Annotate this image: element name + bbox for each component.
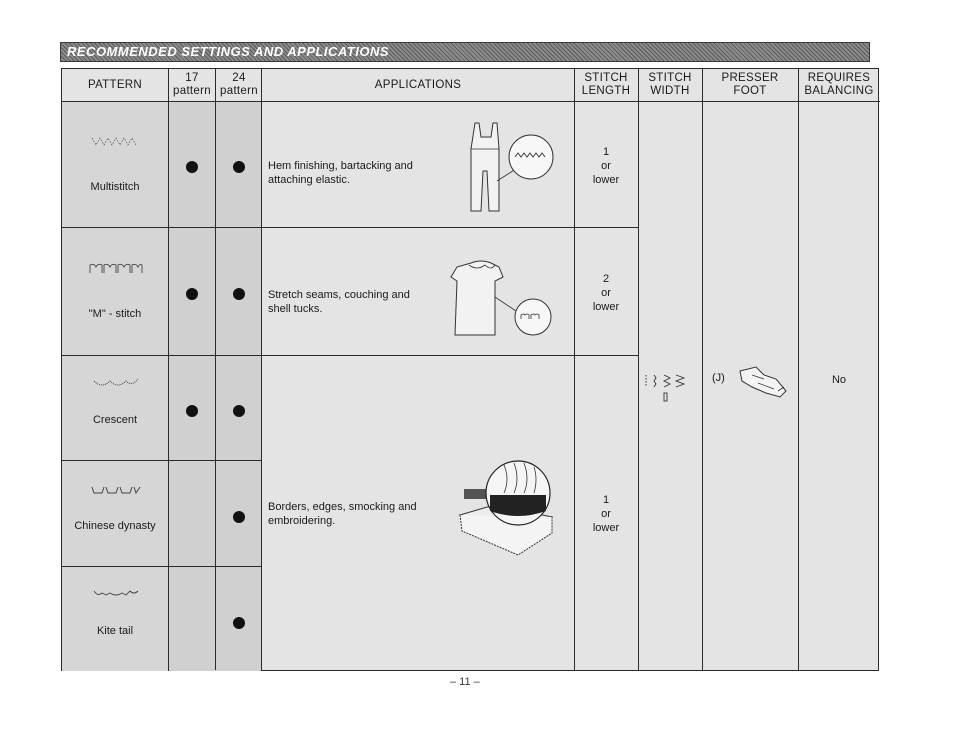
application-text-1: Hem finishing, bartacking and attaching elastic.	[268, 160, 413, 186]
dot-24-m-stitch	[233, 288, 245, 300]
dot-24-kite-tail	[233, 617, 245, 629]
grid-line	[215, 69, 216, 670]
grid-line	[261, 69, 262, 670]
header-requires-balancing: REQUIRES BALANCING	[804, 72, 874, 97]
grid-line	[798, 69, 799, 670]
header-stitch-width: STITCH WIDTH	[648, 72, 692, 97]
grid-line	[638, 69, 639, 670]
grid-line	[168, 69, 169, 670]
pillow-illustration	[454, 455, 560, 561]
pattern-name: "M" - stitch	[88, 308, 142, 320]
dress-illustration	[447, 257, 557, 343]
grid-line	[62, 566, 262, 567]
pattern-name: Kite tail	[96, 625, 134, 637]
stitch-width-icon	[642, 373, 698, 403]
kite-tail-icon	[92, 587, 140, 599]
header-17-pattern: 17 pattern	[173, 72, 211, 97]
page-number: – 11 –	[450, 676, 480, 688]
dot-17-crescent	[186, 405, 198, 417]
presser-foot-label: (J)	[712, 372, 725, 384]
dot-24-chinese-dynasty	[233, 511, 245, 523]
header-pattern: PATTERN	[87, 78, 143, 91]
grid-line	[62, 460, 262, 461]
header-24-pattern: 24 pattern	[220, 72, 258, 97]
pattern-name: Multistitch	[90, 181, 140, 193]
dot-17-m-stitch	[186, 288, 198, 300]
chinese-dynasty-icon	[90, 483, 142, 497]
section-title: RECOMMENDED SETTINGS AND APPLICATIONS	[67, 44, 390, 59]
header-applications: APPLICATIONS	[374, 78, 462, 91]
pattern-name: Crescent	[92, 414, 138, 426]
grid-line	[62, 227, 638, 228]
dot-24-crescent	[233, 405, 245, 417]
settings-table	[61, 68, 879, 671]
crescent-icon	[92, 375, 140, 389]
application-text-2: Stretch seams, couching and shell tucks.	[268, 289, 410, 315]
application-text-3: Borders, edges, smocking and embroidering.	[268, 501, 417, 527]
m-stitch-icon	[88, 261, 144, 275]
presser-foot-icon	[734, 365, 794, 405]
multistitch-icon	[90, 135, 140, 149]
overalls-illustration	[457, 119, 557, 215]
stitch-length-1: 1 or lower	[592, 146, 620, 186]
pattern-name: Chinese dynasty	[74, 520, 156, 532]
stitch-length-3: 1 or lower	[592, 494, 620, 534]
stitch-length-2: 2 or lower	[592, 273, 620, 313]
header-stitch-length: STITCH LENGTH	[581, 72, 631, 97]
grid-line	[62, 101, 880, 102]
header-presser-foot: PRESSER FOOT	[721, 72, 779, 97]
dot-24-multistitch	[233, 161, 245, 173]
dot-17-multistitch	[186, 161, 198, 173]
grid-line	[702, 69, 703, 670]
requires-balancing-value: No	[831, 374, 847, 386]
section-title-bar	[60, 42, 870, 62]
grid-line	[62, 355, 638, 356]
